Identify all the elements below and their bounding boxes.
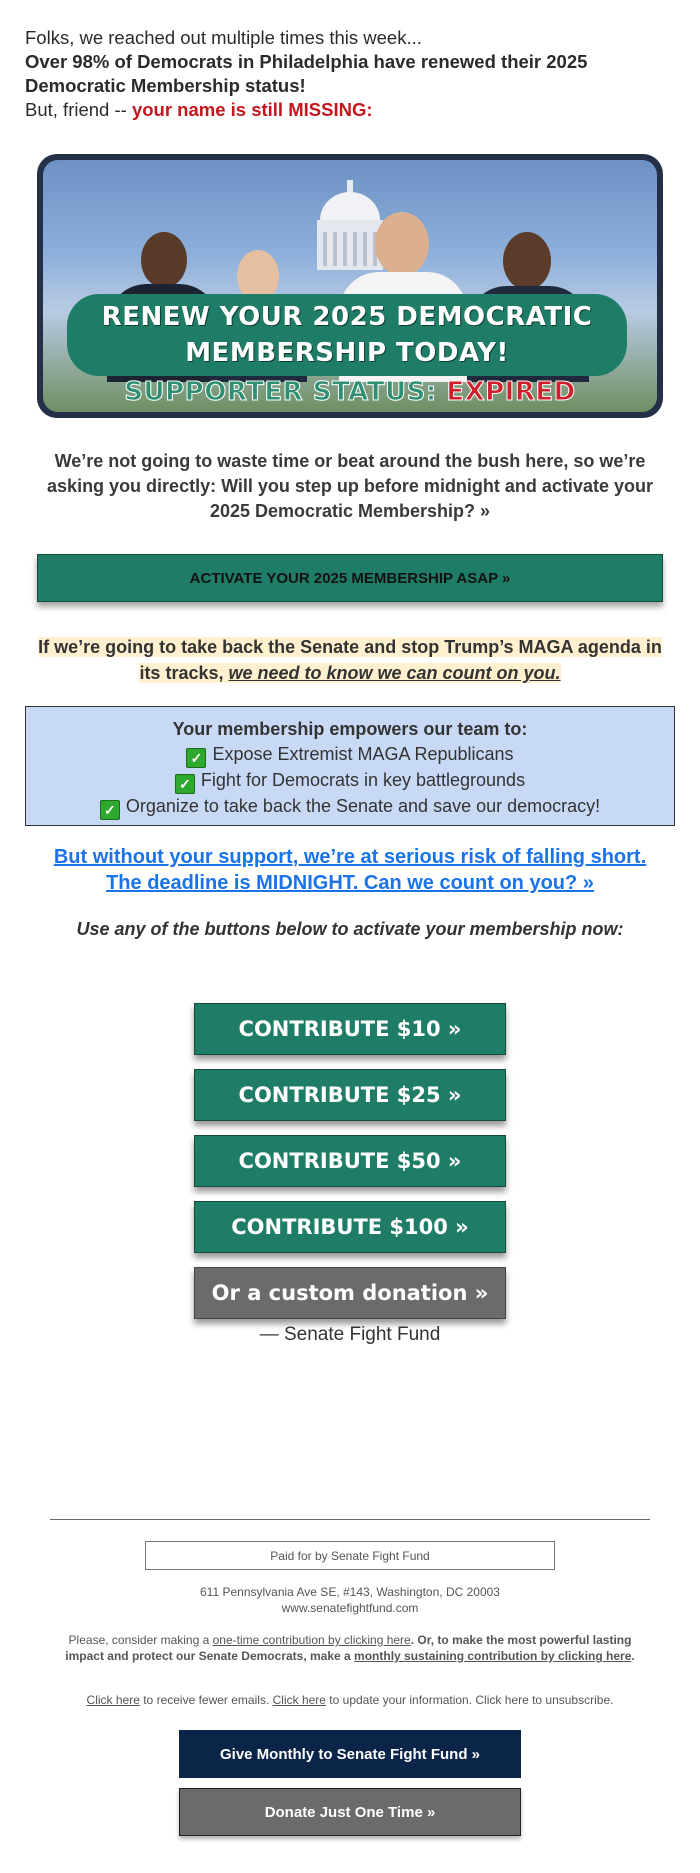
empower-item (26, 794, 674, 820)
ask-paragraph[interactable]: We’re not going to waste time or beat around the bush here, so we’re asking you directly: Will you step up before midnight and activate your 2025 Democratic Membership? » (47, 451, 653, 521)
empower-item (26, 742, 674, 768)
status-label: SUPPORTER STATUS: (124, 377, 447, 407)
address-line: 611 Pennsylvania Ave SE, #143, Washington, DC 20003 (200, 1585, 500, 1599)
intro-block (25, 26, 675, 122)
please-end: . (631, 1649, 635, 1663)
renew-banner (67, 294, 627, 376)
signoff: — Senate Fight Fund (259, 1324, 441, 1345)
update-info-link[interactable]: Click here (272, 1693, 326, 1707)
contribute-50-button[interactable]: CONTRIBUTE $50 » (194, 1135, 506, 1187)
checkmark-icon: ✓ (186, 748, 206, 768)
status-expired: EXPIRED (446, 377, 576, 407)
use-buttons-text: Use any of the buttons below to activate your membership now: (76, 919, 624, 939)
intro-line-1: Folks, we reached out multiple times this week... (25, 27, 422, 48)
hero-image[interactable] (37, 154, 663, 418)
supporter-status (43, 376, 657, 408)
empower-box (25, 706, 675, 826)
empower-item-text: Expose Extremist MAGA Republicans (212, 744, 514, 764)
paid-for-box: Paid for by Senate Fight Fund (145, 1541, 555, 1570)
contribute-10-button[interactable]: CONTRIBUTE $10 » (194, 1003, 506, 1055)
footer-email-links (40, 1692, 660, 1708)
fewer-emails-text: to receive fewer emails. (139, 1693, 273, 1707)
checkmark-icon: ✓ (100, 800, 120, 820)
footer-please-paragraph (60, 1632, 640, 1664)
one-time-contribution-link[interactable]: one-time contribution by clicking here (212, 1633, 411, 1647)
monthly-contribution-link[interactable]: monthly sustaining contribution by clicking here (354, 1649, 632, 1663)
contribute-100-button[interactable]: CONTRIBUTE $100 » (194, 1201, 506, 1253)
banner-line-2: MEMBERSHIP TODAY! (185, 338, 509, 368)
intro-line-3-prefix: But, friend -- (25, 99, 132, 120)
hero-photo (43, 160, 657, 412)
count-on-you-text: we need to know we can count on you. (228, 663, 561, 683)
empower-title: Your membership empowers our team to: (172, 719, 528, 739)
please-mid: . Or, to make the most powerful lasting impact and protect our Senate Democrats, make a (65, 1633, 632, 1663)
empower-item-text: Fight for Democrats in key battlegrounds (200, 770, 526, 790)
activate-membership-button[interactable]: ACTIVATE YOUR 2025 MEMBERSHIP ASAP » (37, 554, 663, 602)
please-prefix: Please, consider making a (68, 1633, 213, 1647)
footer-address (50, 1584, 650, 1616)
missing-name-alert: your name is still MISSING: (131, 99, 373, 120)
senate-paragraph (30, 634, 670, 686)
deadline-link-line-1[interactable]: But without your support, we’re at serious risk of falling short. (53, 846, 647, 868)
checkmark-icon: ✓ (175, 774, 195, 794)
empower-item (26, 768, 674, 794)
empower-item-text: Organize to take back the Senate and save our democracy! (125, 796, 601, 816)
custom-donation-button[interactable]: Or a custom donation » (194, 1267, 506, 1319)
contribute-25-button[interactable]: CONTRIBUTE $25 » (194, 1069, 506, 1121)
intro-line-2: Over 98% of Democrats in Philadelphia have renewed their 2025 Democratic Membership status! (25, 51, 588, 96)
deadline-link-line-2[interactable]: The deadline is MIDNIGHT. Can we count on you? » (106, 872, 594, 894)
footer-divider (50, 1519, 650, 1520)
donate-one-time-button[interactable]: Donate Just One Time » (179, 1788, 521, 1836)
fewer-emails-link[interactable]: Click here (86, 1693, 140, 1707)
senate-text: If we’re going to take back the Senate and stop Trump’s MAGA agenda in its tracks, (38, 637, 662, 683)
deadline-link[interactable] (25, 844, 675, 896)
update-info-text: to update your information. Click here to unsubscribe. (325, 1693, 614, 1707)
intro-line-3 (25, 98, 675, 122)
give-monthly-button[interactable]: Give Monthly to Senate Fight Fund » (179, 1730, 521, 1778)
banner-line-1: RENEW YOUR 2025 DEMOCRATIC (101, 302, 593, 332)
website-line: www.senatefightfund.com (281, 1601, 419, 1615)
